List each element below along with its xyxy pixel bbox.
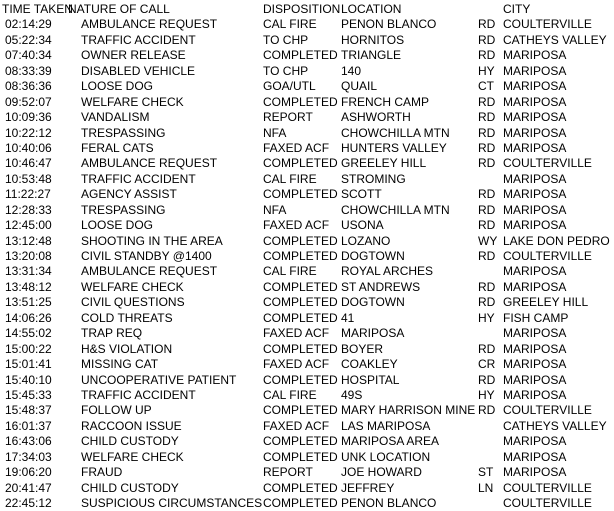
- call-road-suffix: CR: [478, 357, 496, 372]
- call-time: 16:43:06: [5, 434, 52, 449]
- call-time: 13:48:12: [5, 279, 52, 294]
- table-row: [0, 326, 614, 341]
- call-time: 02:14:29: [5, 17, 52, 32]
- call-location: CHOWCHILLA MTN: [341, 125, 450, 140]
- call-location: ASHWORTH: [341, 110, 411, 125]
- call-disposition: CAL FIRE: [263, 264, 317, 279]
- table-row: [0, 357, 614, 372]
- call-time: 09:52:07: [5, 94, 52, 109]
- call-time: 22:45:12: [5, 496, 52, 510]
- call-road-suffix: HY: [478, 63, 495, 78]
- call-disposition: COMPLETED: [263, 496, 338, 510]
- call-disposition: COMPLETED: [263, 449, 338, 464]
- header-row: [0, 2, 614, 17]
- call-disposition: GOA/UTL: [263, 79, 316, 94]
- call-disposition: CAL FIRE: [263, 17, 317, 32]
- call-nature: AMBULANCE REQUEST: [81, 156, 218, 171]
- call-road-suffix: RD: [478, 32, 496, 47]
- call-nature: LOOSE DOG: [81, 218, 154, 233]
- call-nature: WELFARE CHECK: [81, 449, 184, 464]
- call-city: MARIPOSA: [503, 48, 567, 63]
- call-nature: LOOSE DOG: [81, 79, 154, 94]
- call-disposition: COMPLETED: [263, 341, 338, 356]
- call-log: [0, 2, 614, 511]
- table-row: [0, 187, 614, 202]
- call-time: 13:12:48: [5, 233, 52, 248]
- call-nature: WELFARE CHECK: [81, 94, 184, 109]
- call-nature: VANDALISM: [81, 110, 150, 125]
- table-row: [0, 218, 614, 233]
- table-row: [0, 295, 614, 310]
- call-disposition: FAXED ACF: [263, 218, 330, 233]
- call-city: CATHEYS VALLEY: [503, 32, 607, 47]
- table-row: [0, 465, 614, 480]
- call-city: COULTERVILLE: [503, 480, 592, 495]
- call-city: CATHEYS VALLEY: [503, 418, 607, 433]
- call-nature: CIVIL STANDBY @1400: [81, 249, 212, 263]
- call-time: 19:06:20: [5, 465, 52, 480]
- call-city: MARIPOSA: [503, 357, 567, 372]
- call-disposition: FAXED ACF: [263, 418, 330, 433]
- call-city: LAKE DON PEDRO: [503, 233, 610, 248]
- call-time: 08:33:39: [5, 63, 52, 78]
- call-city: MARIPOSA: [503, 264, 567, 279]
- call-road-suffix: RD: [478, 156, 496, 171]
- call-city: MARIPOSA: [503, 218, 567, 233]
- call-location: HOSPITAL: [341, 372, 400, 387]
- table-row: [0, 373, 614, 388]
- call-location: JEFFREY: [341, 480, 395, 495]
- table-row: [0, 388, 614, 403]
- table-row: [0, 172, 614, 187]
- call-city: MARIPOSA: [503, 449, 567, 464]
- table-row: [0, 264, 614, 279]
- call-location: COAKLEY: [341, 357, 398, 372]
- call-road-suffix: CT: [478, 79, 494, 94]
- call-disposition: CAL FIRE: [263, 387, 317, 402]
- table-row: [0, 141, 614, 156]
- call-disposition: COMPLETED: [263, 94, 338, 109]
- table-row: [0, 419, 614, 434]
- call-disposition: TO CHP: [263, 32, 309, 47]
- call-nature: TRESPASSING: [81, 202, 166, 217]
- table-row: [0, 17, 614, 32]
- call-road-suffix: RD: [478, 187, 496, 202]
- call-city: COULTERVILLE: [503, 403, 592, 418]
- call-road-suffix: RD: [478, 48, 496, 63]
- call-city: MARIPOSA: [503, 202, 567, 217]
- call-location: MARIPOSA AREA: [341, 434, 440, 449]
- call-time: 07:40:34: [5, 48, 52, 63]
- call-city: MARIPOSA: [503, 387, 567, 402]
- call-city: MARIPOSA: [503, 63, 567, 78]
- table-row: [0, 203, 614, 218]
- call-location: PENON BLANCO: [341, 496, 437, 510]
- call-nature: SUSPICIOUS CIRCUMSTANCES: [81, 496, 263, 510]
- call-time: 10:53:48: [5, 171, 52, 186]
- table-row: [0, 403, 614, 418]
- call-city: MARIPOSA: [503, 341, 567, 356]
- table-row: [0, 33, 614, 48]
- call-disposition: COMPLETED: [263, 187, 338, 202]
- call-time: 10:22:12: [5, 125, 52, 140]
- call-time: 14:55:02: [5, 326, 52, 341]
- call-disposition: COMPLETED: [263, 480, 338, 495]
- call-nature: FRAUD: [81, 465, 123, 480]
- column-header-location: LOCATION: [341, 2, 402, 16]
- call-disposition: REPORT: [263, 465, 313, 480]
- call-nature: WELFARE CHECK: [81, 279, 184, 294]
- call-road-suffix: HY: [478, 310, 495, 325]
- call-time: 10:40:06: [5, 140, 52, 155]
- call-city: COULTERVILLE: [503, 156, 592, 171]
- call-disposition: COMPLETED: [263, 372, 338, 387]
- call-road-suffix: RD: [478, 202, 496, 217]
- table-row: [0, 110, 614, 125]
- call-location: QUAIL: [341, 79, 378, 94]
- call-time: 16:01:37: [5, 418, 52, 433]
- call-disposition: REPORT: [263, 110, 313, 125]
- call-city: MARIPOSA: [503, 110, 567, 125]
- call-disposition: NFA: [263, 202, 287, 217]
- call-location: HORNITOS: [341, 32, 405, 47]
- call-location: CHOWCHILLA MTN: [341, 202, 450, 217]
- call-time: 12:28:33: [5, 202, 52, 217]
- call-location: LOZANO: [341, 233, 391, 248]
- call-road-suffix: RD: [478, 341, 496, 356]
- call-disposition: CAL FIRE: [263, 171, 317, 186]
- column-header-time: TIME TAKEN: [2, 2, 73, 16]
- call-location: JOE HOWARD: [341, 465, 422, 480]
- call-nature: TRAFFIC ACCIDENT: [81, 32, 196, 47]
- table-row: [0, 64, 614, 79]
- call-nature: AMBULANCE REQUEST: [81, 17, 218, 32]
- call-road-suffix: ST: [478, 465, 494, 480]
- call-disposition: FAXED ACF: [263, 140, 330, 155]
- call-location: TRIANGLE: [341, 48, 402, 63]
- call-time: 05:22:34: [5, 32, 52, 47]
- call-disposition: FAXED ACF: [263, 357, 330, 372]
- call-location: LAS MARIPOSA: [341, 418, 431, 433]
- call-disposition: COMPLETED: [263, 156, 338, 171]
- call-nature: H&S VIOLATION: [81, 341, 173, 356]
- call-nature: OWNER RELEASE: [81, 48, 186, 63]
- call-city: MARIPOSA: [503, 79, 567, 94]
- call-time: 13:20:08: [5, 249, 52, 263]
- table-row: [0, 481, 614, 496]
- call-time: 15:01:41: [5, 357, 52, 372]
- call-time: 15:45:33: [5, 387, 52, 402]
- call-city: MARIPOSA: [503, 465, 567, 480]
- call-city: COULTERVILLE: [503, 496, 592, 510]
- call-nature: FOLLOW UP: [81, 403, 152, 418]
- call-location: STROMING: [341, 171, 406, 186]
- table-row: [0, 79, 614, 94]
- call-disposition: COMPLETED: [263, 249, 338, 263]
- table-row: [0, 450, 614, 465]
- table-row: [0, 434, 614, 449]
- call-city: MARIPOSA: [503, 94, 567, 109]
- call-city: MARIPOSA: [503, 187, 567, 202]
- call-location: 41: [341, 310, 355, 325]
- call-disposition: COMPLETED: [263, 434, 338, 449]
- call-road-suffix: LN: [478, 480, 494, 495]
- call-road-suffix: RD: [478, 295, 496, 310]
- call-road-suffix: RD: [478, 110, 496, 125]
- call-disposition: COMPLETED: [263, 403, 338, 418]
- call-road-suffix: RD: [478, 372, 496, 387]
- call-location: ST ANDREWS: [341, 279, 421, 294]
- call-location: BOYER: [341, 341, 384, 356]
- call-city: MARIPOSA: [503, 140, 567, 155]
- table-row: [0, 249, 614, 264]
- call-nature: DISABLED VEHICLE: [81, 63, 196, 78]
- column-header-nature: NATURE OF CALL: [68, 2, 170, 16]
- call-location: 140: [341, 63, 362, 78]
- call-nature: UNCOOPERATIVE PATIENT: [81, 372, 237, 387]
- column-header-city: CITY: [503, 2, 531, 16]
- call-time: 11:22:27: [5, 187, 51, 202]
- table-row: [0, 48, 614, 63]
- call-time: 13:31:34: [5, 264, 52, 279]
- table-row: [0, 234, 614, 249]
- call-city: COULTERVILLE: [503, 17, 592, 32]
- call-location: PENON BLANCO: [341, 17, 437, 32]
- call-nature: MISSING CAT: [81, 357, 159, 372]
- call-road-suffix: RD: [478, 279, 496, 294]
- call-nature: COLD THREATS: [81, 310, 173, 325]
- call-nature: AMBULANCE REQUEST: [81, 264, 218, 279]
- call-city: MARIPOSA: [503, 125, 567, 140]
- call-location: HUNTERS VALLEY: [341, 140, 447, 155]
- call-time: 20:41:47: [5, 480, 52, 495]
- call-location: DOGTOWN: [341, 249, 405, 263]
- call-location: DOGTOWN: [341, 295, 405, 310]
- call-disposition: COMPLETED: [263, 279, 338, 294]
- call-time: 08:36:36: [5, 79, 52, 94]
- call-time: 15:40:10: [5, 372, 52, 387]
- call-road-suffix: RD: [478, 218, 496, 233]
- call-city: MARIPOSA: [503, 279, 567, 294]
- call-time: 15:00:22: [5, 341, 52, 356]
- call-time: 14:06:26: [5, 310, 52, 325]
- call-time: 10:09:36: [5, 110, 52, 125]
- table-row: [0, 311, 614, 326]
- call-nature: RACCOON ISSUE: [81, 418, 182, 433]
- call-city: MARIPOSA: [503, 372, 567, 387]
- call-location: ROYAL ARCHES: [341, 264, 434, 279]
- log-rows: [0, 17, 614, 511]
- call-time: 10:46:47: [5, 156, 52, 171]
- call-road-suffix: RD: [478, 125, 496, 140]
- call-city: GREELEY HILL: [503, 295, 589, 310]
- call-road-suffix: WY: [478, 233, 498, 248]
- call-road-suffix: HY: [478, 387, 495, 402]
- call-time: 12:45:00: [5, 218, 52, 233]
- call-city: COULTERVILLE: [503, 249, 592, 263]
- table-row: [0, 95, 614, 110]
- call-location: MARY HARRISON MINE: [341, 403, 476, 418]
- call-disposition: COMPLETED: [263, 233, 338, 248]
- call-disposition: COMPLETED: [263, 295, 338, 310]
- call-road-suffix: RD: [478, 403, 496, 418]
- call-city: FISH CAMP: [503, 310, 569, 325]
- call-nature: CIVIL QUESTIONS: [81, 295, 185, 310]
- call-location: GREELEY HILL: [341, 156, 427, 171]
- call-nature: TRAFFIC ACCIDENT: [81, 387, 196, 402]
- call-city: MARIPOSA: [503, 326, 567, 341]
- call-nature: FERAL CATS: [81, 140, 154, 155]
- call-disposition: TO CHP: [263, 63, 309, 78]
- call-nature: CHILD CUSTODY: [81, 434, 179, 449]
- call-time: 15:48:37: [5, 403, 52, 418]
- call-time: 17:34:03: [5, 449, 52, 464]
- call-road-suffix: RD: [478, 17, 496, 32]
- column-header-disposition: DISPOSITION: [263, 2, 341, 16]
- call-nature: AGENCY ASSIST: [81, 187, 177, 202]
- call-location: MARIPOSA: [341, 326, 405, 341]
- call-location: UNK LOCATION: [341, 449, 431, 464]
- call-road-suffix: RD: [478, 140, 496, 155]
- call-time: 13:51:25: [5, 295, 52, 310]
- call-disposition: COMPLETED: [263, 48, 338, 63]
- call-disposition: FAXED ACF: [263, 326, 330, 341]
- call-road-suffix: RD: [478, 249, 496, 263]
- table-row: [0, 126, 614, 141]
- call-location: FRENCH CAMP: [341, 94, 430, 109]
- call-nature: SHOOTING IN THE AREA: [81, 233, 223, 248]
- table-row: [0, 342, 614, 357]
- call-disposition: NFA: [263, 125, 287, 140]
- table-row: [0, 280, 614, 295]
- call-location: SCOTT: [341, 187, 382, 202]
- call-city: MARIPOSA: [503, 171, 567, 186]
- call-disposition: COMPLETED: [263, 310, 338, 325]
- call-location: USONA: [341, 218, 384, 233]
- call-nature: TRAFFIC ACCIDENT: [81, 171, 196, 186]
- call-nature: TRAP REQ: [81, 326, 143, 341]
- call-nature: TRESPASSING: [81, 125, 166, 140]
- call-location: 49S: [341, 387, 363, 402]
- call-road-suffix: RD: [478, 94, 496, 109]
- table-row: [0, 156, 614, 171]
- call-city: MARIPOSA: [503, 434, 567, 449]
- call-nature: CHILD CUSTODY: [81, 480, 179, 495]
